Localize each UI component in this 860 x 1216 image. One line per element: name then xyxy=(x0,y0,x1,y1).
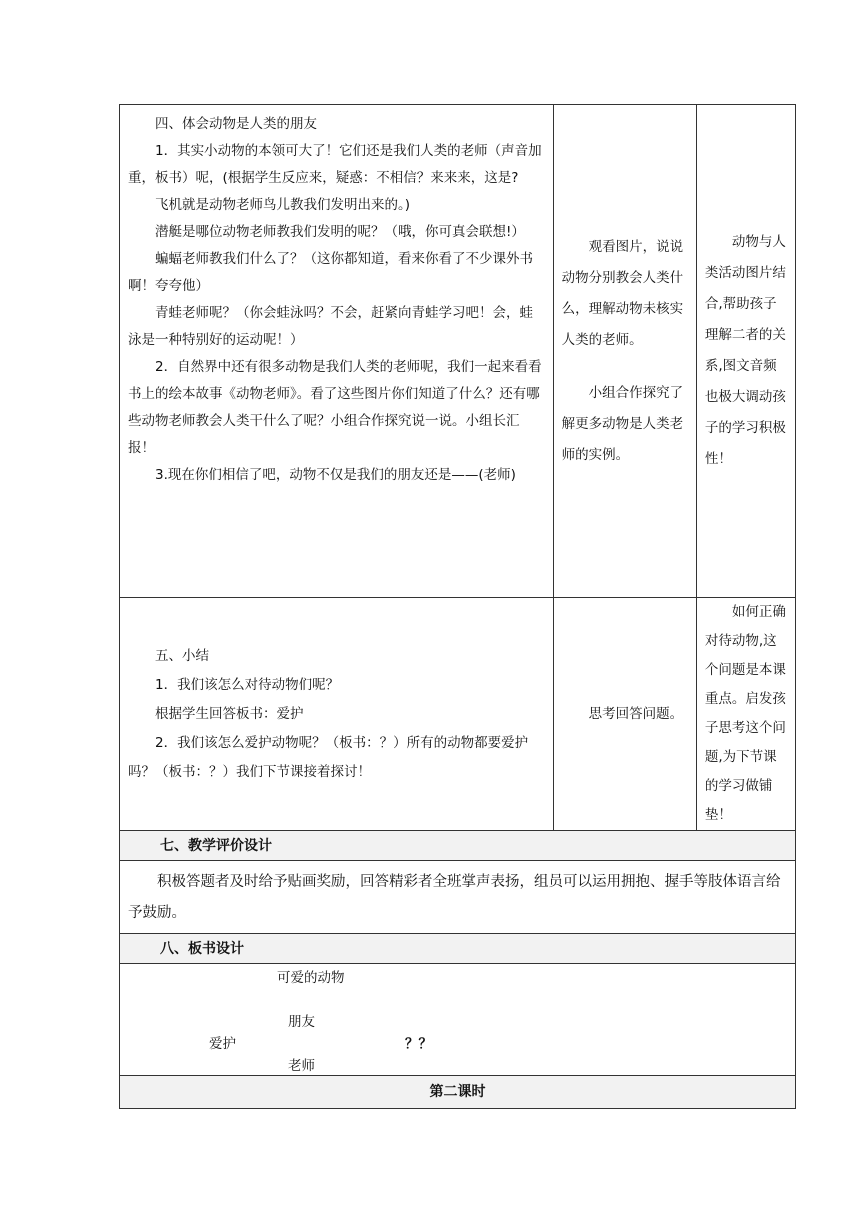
section5-teacher-activity xyxy=(120,598,554,831)
board-marks: ？？ xyxy=(405,1036,432,1052)
footer-row xyxy=(120,1076,796,1109)
section5-line-2: 根据学生回答板书：爱护 xyxy=(155,705,304,722)
section4-line-6: 2．自然界中还有很多动物是我们人类的老师呢，我们一起来看看书上的绘本故事《动物老师》。看了这些图片你们知道了什么？还有哪些动物老师教会人类干什么了呢？小组合作探究说一说。小组长汇报！ xyxy=(128,359,542,456)
section5-student-text: 思考回答问题。 xyxy=(588,706,684,722)
section4-line-2: 飞机就是动物老师鸟儿教我们发明出来的。) xyxy=(155,197,411,213)
section5-line-3: 2．我们该怎么爱护动物呢？（板书：？）所有的动物都要爱护吗？（板书：？）我们下节课接着探讨！ xyxy=(128,734,529,780)
section5-intent-text: 如何正确对待动物,这个问题是本课重点。启发孩子思考这个问题,为下节课的学习做铺垫！ xyxy=(704,604,786,823)
section4-line-5: 青蛙老师呢？（你会蛙泳吗？不会，赶紧向青蛙学习吧！会，蛙泳是一种特别好的运动呢！） xyxy=(128,305,533,348)
section4-title: 四、体会动物是人类的朋友 xyxy=(155,116,317,132)
section7-content-row xyxy=(120,861,796,934)
second-lesson-title: 第二课时 xyxy=(120,1076,796,1109)
section5-line-1: 1．我们该怎么对待动物们呢？ xyxy=(155,676,340,693)
section4-student-1: 观看图片，说说动物分别教会人类什么，理解动物未核实人类的老师。 xyxy=(561,238,684,348)
section5-row xyxy=(120,598,796,831)
section5-design-intent xyxy=(696,598,795,831)
lesson-plan-document xyxy=(119,104,796,1109)
section8-heading-row xyxy=(120,934,796,964)
section4-design-intent xyxy=(696,105,795,598)
board-friend: 朋友 xyxy=(288,1014,315,1030)
section4-student-2: 小组合作探究了解更多动物是人类老师的实例。 xyxy=(561,384,684,463)
board-layout xyxy=(120,964,795,1075)
section4-line-1: 1．其实小动物的本领可大了！它们还是我们人类的老师（声音加重，板书）呢，(根据学生反应来，疑惑：不相信？来来来，这是? xyxy=(128,143,542,186)
section8-board-row xyxy=(120,964,796,1076)
section4-intent-text: 动物与人类活动图片结合,帮助孩子理解二者的关系,图文音频也极大调动孩子的学习积极性！ xyxy=(704,234,786,467)
board-design-cell xyxy=(120,964,796,1076)
lesson-table xyxy=(119,104,796,1109)
section4-line-7: 3.现在你们相信了吧，动物不仅是我们的朋友还是——(老师) xyxy=(155,467,516,483)
board-care: 爱护 xyxy=(209,1036,236,1052)
section4-teacher-activity xyxy=(120,105,554,598)
board-heading: 可爱的动物 xyxy=(277,970,345,986)
section5-student-activity xyxy=(553,598,696,831)
section4-row xyxy=(120,105,796,598)
section8-title: 八、板书设计 xyxy=(120,934,796,964)
section4-student-activity xyxy=(553,105,696,598)
section7-text: 积极答题者及时给予贴画奖励，回答精彩者全班掌声表扬，组员可以运用拥抱、握手等肢体语言给予鼓励。 xyxy=(120,861,796,934)
board-teacher: 老师 xyxy=(288,1058,315,1074)
section4-line-4: 蝙蝠老师教我们什么了？（这你都知道，看来你看了不少课外书啊！夸夸他） xyxy=(128,251,533,294)
section7-title: 七、教学评价设计 xyxy=(120,831,796,861)
section5-title: 五、小结 xyxy=(155,647,209,664)
section4-line-3: 潜艇是哪位动物老师教我们发明的呢？（哦，你可真会联想!） xyxy=(155,224,525,240)
section7-heading-row xyxy=(120,831,796,861)
